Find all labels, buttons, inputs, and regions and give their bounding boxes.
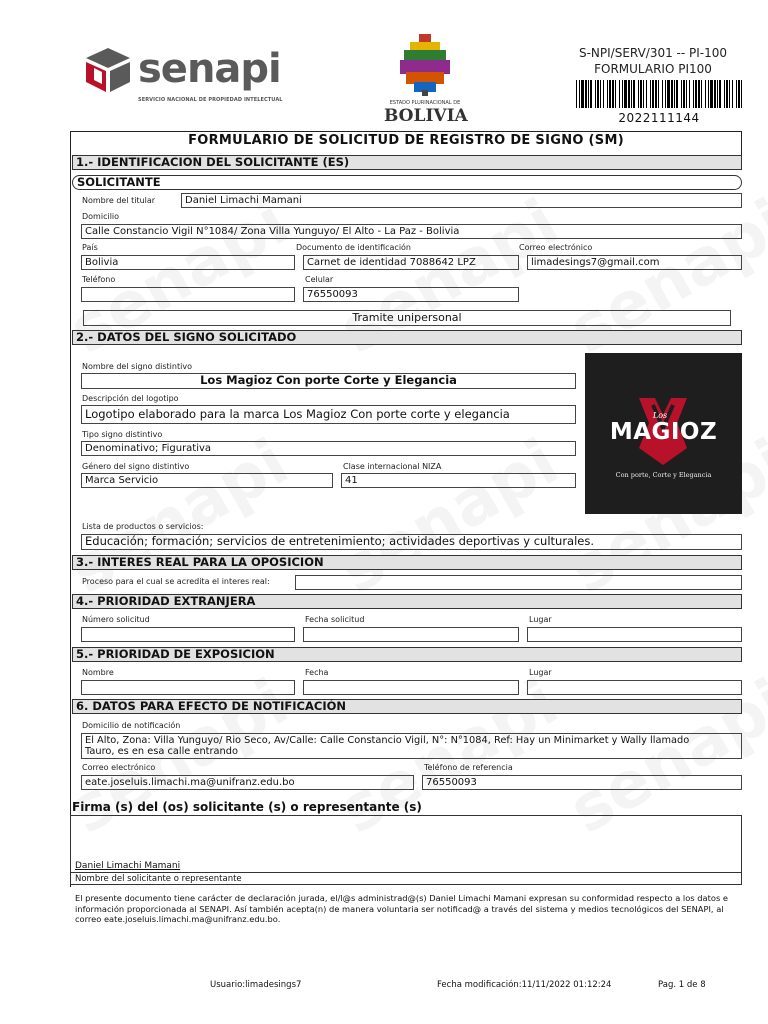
email-label: Correo electrónico: [519, 243, 593, 252]
exposition-name-label: Nombre: [82, 668, 114, 677]
senapi-wordmark: senapi: [138, 46, 281, 92]
state-name: BOLIVIA: [384, 106, 468, 126]
priority-date-field[interactable]: [303, 627, 519, 642]
holder-label: Nombre del titular: [82, 196, 156, 205]
id-document-label: Documento de identificación: [296, 243, 412, 252]
priority-place-field[interactable]: [527, 627, 742, 642]
niza-field[interactable]: 41: [341, 473, 576, 488]
section-3-header: 3.- INTERES REAL PARA LA OPOSICION: [72, 555, 742, 570]
section-4-header: 4.- PRIORIDAD EXTRANJERA: [72, 594, 742, 609]
procedure-type: Tramite unipersonal: [83, 310, 731, 326]
senapi-logo: [82, 44, 283, 108]
frame-right-border: [741, 131, 742, 157]
products-field[interactable]: Educación; formación; servicios de entretenimiento; actividades deportivas y culturales.: [81, 534, 742, 550]
address-field[interactable]: Calle Constancio Vigil N°1084/ Zona Villa Yunguyo/ El Alto - La Paz - Bolivia: [81, 224, 742, 239]
priority-date-label: Fecha solicitud: [305, 615, 365, 624]
reference-phone-label: Teléfono de referencia: [424, 763, 513, 772]
brand-name: MAGIOZ: [609, 419, 718, 445]
notification-address-label: Domicilio de notificación: [82, 721, 181, 730]
sworn-declaration: El presente documento tiene carácter de declaración jurada, el/l@s administrad@(s) Daniel Limachi Mamani expresan su conformidad respecto a los datos e información proporcionada al SENAPI. Así también acepta(n) de manera voluntaria ser notificad@ a través del sistema y medios tecnológicos del SENAPI, al correo eate.joseluis.limachi.ma@unifranz.edu.bo.: [75, 893, 729, 924]
country-label: País: [82, 243, 98, 252]
exposition-date-label: Fecha: [305, 668, 329, 677]
reference-phone-field[interactable]: 76550093: [422, 775, 742, 790]
country-field[interactable]: Bolivia: [81, 255, 295, 270]
exposition-date-field[interactable]: [303, 680, 519, 695]
priority-number-label: Número solicitud: [82, 615, 150, 624]
exposition-name-field[interactable]: [81, 680, 295, 695]
document-title: FORMULARIO DE SOLICITUD DE REGISTRO DE SIGNO (SM): [188, 133, 624, 148]
barcode-number: 2022111144: [618, 111, 700, 125]
section-2-header: 2.- DATOS DEL SIGNO SOLICITADO: [72, 330, 742, 345]
genre-field[interactable]: Marca Servicio: [81, 473, 333, 488]
id-document-field[interactable]: Carnet de identidad 7088642 LPZ: [303, 255, 519, 270]
sign-type-label: Tipo signo distintivo: [82, 430, 163, 439]
section-5-header: 5.- PRIORIDAD DE EXPOSICION: [72, 647, 742, 662]
applicant-subheader: SOLICITANTE: [72, 175, 742, 190]
sign-type-field[interactable]: Denominativo; Figurativa: [81, 441, 576, 456]
section-1-header: 1.- IDENTIFICACION DEL SOLICITANTE (ES): [72, 155, 742, 170]
priority-number-field[interactable]: [81, 627, 295, 642]
brand-tagline: Con porte, Corte y Elegancia: [615, 471, 712, 479]
notification-address-line-1: El Alto, Zona: Villa Yunguyo/ Rio Seco, Av/Calle: Calle Constancio Vigil, N°: N°1084, Ref: Hay un Minimarket y Wally llamado: [85, 735, 690, 746]
sign-name-field[interactable]: Los Magioz Con porte Corte y Elegancia: [81, 373, 576, 389]
signer-name: Daniel Limachi Mamani: [75, 861, 181, 871]
frame-top-border: [70, 131, 742, 132]
phone-field[interactable]: [81, 287, 295, 302]
brand-small-text: Los: [652, 411, 668, 420]
logo-description-field[interactable]: Logotipo elaborado para la marca Los Magioz Con porte corte y elegancia: [81, 405, 576, 424]
barcode: [576, 80, 742, 108]
products-label: Lista de productos o servicios:: [82, 522, 204, 531]
senapi-subtitle: SERVICIO NACIONAL DE PROPIEDAD INTELECTUAL: [138, 97, 283, 103]
section-6-header: 6. DATOS PARA EFECTO DE NOTIFICACIÓN: [72, 699, 742, 714]
address-label: Domicilio: [82, 212, 120, 221]
notification-address-field[interactable]: [81, 733, 742, 759]
sign-name-label: Nombre del signo distintivo: [82, 362, 192, 371]
holder-field[interactable]: Daniel Limachi Mamani: [181, 193, 742, 208]
signature-title: Firma (s) del (os) solicitante (s) o representante (s): [72, 800, 422, 814]
signer-name-label: Nombre del solicitante o representante: [75, 874, 242, 884]
state-subtitle: ESTADO PLURINACIONAL DE: [389, 100, 461, 106]
logo-description-label: Descripción del logotipo: [82, 394, 179, 403]
priority-place-label: Lugar: [529, 615, 552, 624]
opposition-process-field[interactable]: [295, 575, 742, 590]
exposition-place-field[interactable]: [527, 680, 742, 695]
footer-modified-date: Fecha modificación:11/11/2022 01:12:24: [437, 980, 612, 990]
footer-page: Pag. 1 de 8: [658, 980, 706, 990]
genre-label: Género del signo distintivo: [82, 462, 190, 471]
senapi-shield-icon: [82, 46, 134, 94]
brand-logo-image: [585, 353, 742, 514]
signature-divider: [70, 872, 742, 873]
bolivia-emblem: [384, 34, 466, 124]
notification-email-field[interactable]: eate.joseluis.limachi.ma@unifranz.edu.bo: [81, 775, 414, 790]
form-name: FORMULARIO PI100: [594, 62, 712, 76]
cell-label: Celular: [305, 275, 334, 284]
phone-label: Teléfono: [82, 275, 116, 284]
notification-address-line-2: Tauro, es en esa calle entrando: [85, 746, 238, 757]
niza-label: Clase internacional NIZA: [343, 462, 442, 471]
notification-email-label: Correo electrónico: [82, 763, 156, 772]
opposition-process-label: Proceso para el cual se acredita el interes real:: [82, 577, 270, 586]
form-code: S-NPI/SERV/301 -- PI-100: [578, 46, 728, 60]
coat-of-arms-icon: [400, 34, 450, 96]
cell-field[interactable]: 76550093: [303, 287, 519, 302]
exposition-place-label: Lugar: [529, 668, 552, 677]
footer-user: Usuario:limadesings7: [210, 980, 302, 990]
frame-left-border: [70, 131, 71, 887]
email-field[interactable]: limadesings7@gmail.com: [527, 255, 742, 270]
form-code-block: [568, 45, 738, 77]
